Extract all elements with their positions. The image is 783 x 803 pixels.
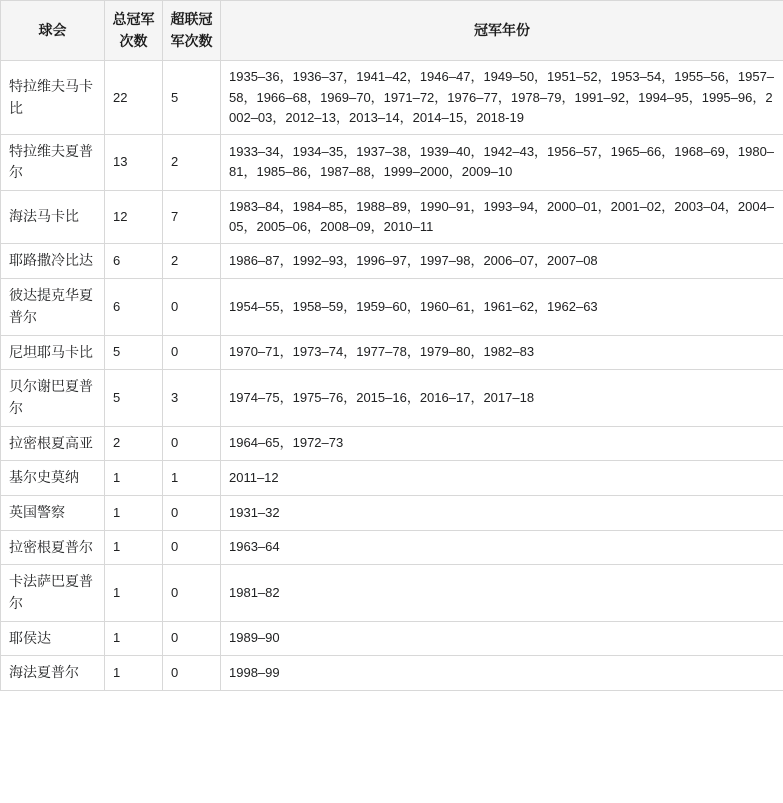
cell-super-titles: 5 xyxy=(163,61,221,134)
cell-total-titles: 1 xyxy=(105,461,163,496)
cell-total-titles: 1 xyxy=(105,621,163,656)
cell-super-titles: 2 xyxy=(163,244,221,279)
cell-years: 1933–34，1934–35，1937–38，1939–40，1942–43，1956–57，1965–66，1968–69，1980–81，1985–86，1987–88，1999–2000，2009–10 xyxy=(221,134,783,190)
table-row xyxy=(1,191,783,244)
cell-super-titles: 0 xyxy=(163,279,221,335)
cell-total-titles: 1 xyxy=(105,495,163,530)
cell-club: 特拉维夫夏普尔 xyxy=(1,134,105,190)
table-row xyxy=(1,61,783,134)
cell-super-titles: 1 xyxy=(163,461,221,496)
cell-club: 耶侯达 xyxy=(1,621,105,656)
cell-club: 贝尔谢巴夏普尔 xyxy=(1,370,105,426)
cell-total-titles: 5 xyxy=(105,370,163,426)
column-header-super-titles: 超联冠军次数 xyxy=(163,1,221,61)
table-row xyxy=(1,426,783,461)
cell-total-titles: 1 xyxy=(105,565,163,621)
table-header-row xyxy=(1,1,783,61)
cell-super-titles: 0 xyxy=(163,530,221,565)
cell-years: 1983–84，1984–85，1988–89，1990–91，1993–94，2000–01，2001–02，2003–04，2004–05，2005–06，2008–09，2010–11 xyxy=(221,191,783,244)
table-row xyxy=(1,461,783,496)
cell-total-titles: 1 xyxy=(105,530,163,565)
column-header-total-titles: 总冠军次数 xyxy=(105,1,163,61)
table-row xyxy=(1,335,783,370)
cell-club: 耶路撒冷比达 xyxy=(1,244,105,279)
table-row xyxy=(1,279,783,335)
cell-total-titles: 22 xyxy=(105,61,163,134)
cell-super-titles: 7 xyxy=(163,191,221,244)
cell-years: 1986–87，1992–93，1996–97，1997–98，2006–07，2007–08 xyxy=(221,244,783,279)
cell-years: 1954–55，1958–59，1959–60，1960–61，1961–62，1962–63 xyxy=(221,279,783,335)
cell-years: 1981–82 xyxy=(221,565,783,621)
cell-super-titles: 0 xyxy=(163,495,221,530)
table-row xyxy=(1,656,783,691)
cell-super-titles: 0 xyxy=(163,656,221,691)
column-header-years: 冠军年份 xyxy=(221,1,783,61)
cell-total-titles: 13 xyxy=(105,134,163,190)
cell-super-titles: 2 xyxy=(163,134,221,190)
table-row xyxy=(1,134,783,190)
cell-years: 1989–90 xyxy=(221,621,783,656)
cell-club: 英国警察 xyxy=(1,495,105,530)
cell-total-titles: 5 xyxy=(105,335,163,370)
cell-super-titles: 0 xyxy=(163,565,221,621)
column-header-club: 球会 xyxy=(1,1,105,61)
cell-years: 1964–65，1972–73 xyxy=(221,426,783,461)
table-body xyxy=(1,61,783,691)
cell-total-titles: 2 xyxy=(105,426,163,461)
cell-super-titles: 0 xyxy=(163,335,221,370)
cell-years: 1970–71，1973–74，1977–78，1979–80，1982–83 xyxy=(221,335,783,370)
cell-club: 拉密根夏高亚 xyxy=(1,426,105,461)
cell-club: 海法马卡比 xyxy=(1,191,105,244)
cell-years: 1963–64 xyxy=(221,530,783,565)
cell-club: 彼达提克华夏普尔 xyxy=(1,279,105,335)
table-row xyxy=(1,495,783,530)
cell-total-titles: 6 xyxy=(105,244,163,279)
cell-years: 1974–75，1975–76，2015–16，2016–17，2017–18 xyxy=(221,370,783,426)
table-row xyxy=(1,244,783,279)
cell-years: 2011–12 xyxy=(221,461,783,496)
table-row xyxy=(1,621,783,656)
cell-club: 海法夏普尔 xyxy=(1,656,105,691)
cell-years: 1935–36，1936–37，1941–42，1946–47，1949–50，1951–52，1953–54，1955–56，1957–58，1966–68，1969–70，1971–72，1976–77，1978–79，1991–92，1994–95，1995–96，2002–03，2012–13，2013–14，2014–15，2018-19 xyxy=(221,61,783,134)
cell-total-titles: 12 xyxy=(105,191,163,244)
cell-club: 尼坦耶马卡比 xyxy=(1,335,105,370)
table-row xyxy=(1,565,783,621)
table-row xyxy=(1,370,783,426)
cell-total-titles: 6 xyxy=(105,279,163,335)
cell-years: 1931–32 xyxy=(221,495,783,530)
cell-club: 基尔史莫纳 xyxy=(1,461,105,496)
cell-club: 卡法萨巴夏普尔 xyxy=(1,565,105,621)
cell-club: 特拉维夫马卡比 xyxy=(1,61,105,134)
cell-total-titles: 1 xyxy=(105,656,163,691)
cell-super-titles: 0 xyxy=(163,621,221,656)
cell-super-titles: 0 xyxy=(163,426,221,461)
cell-years: 1998–99 xyxy=(221,656,783,691)
table-header xyxy=(1,1,783,61)
table-row xyxy=(1,530,783,565)
cell-super-titles: 3 xyxy=(163,370,221,426)
cell-club: 拉密根夏普尔 xyxy=(1,530,105,565)
